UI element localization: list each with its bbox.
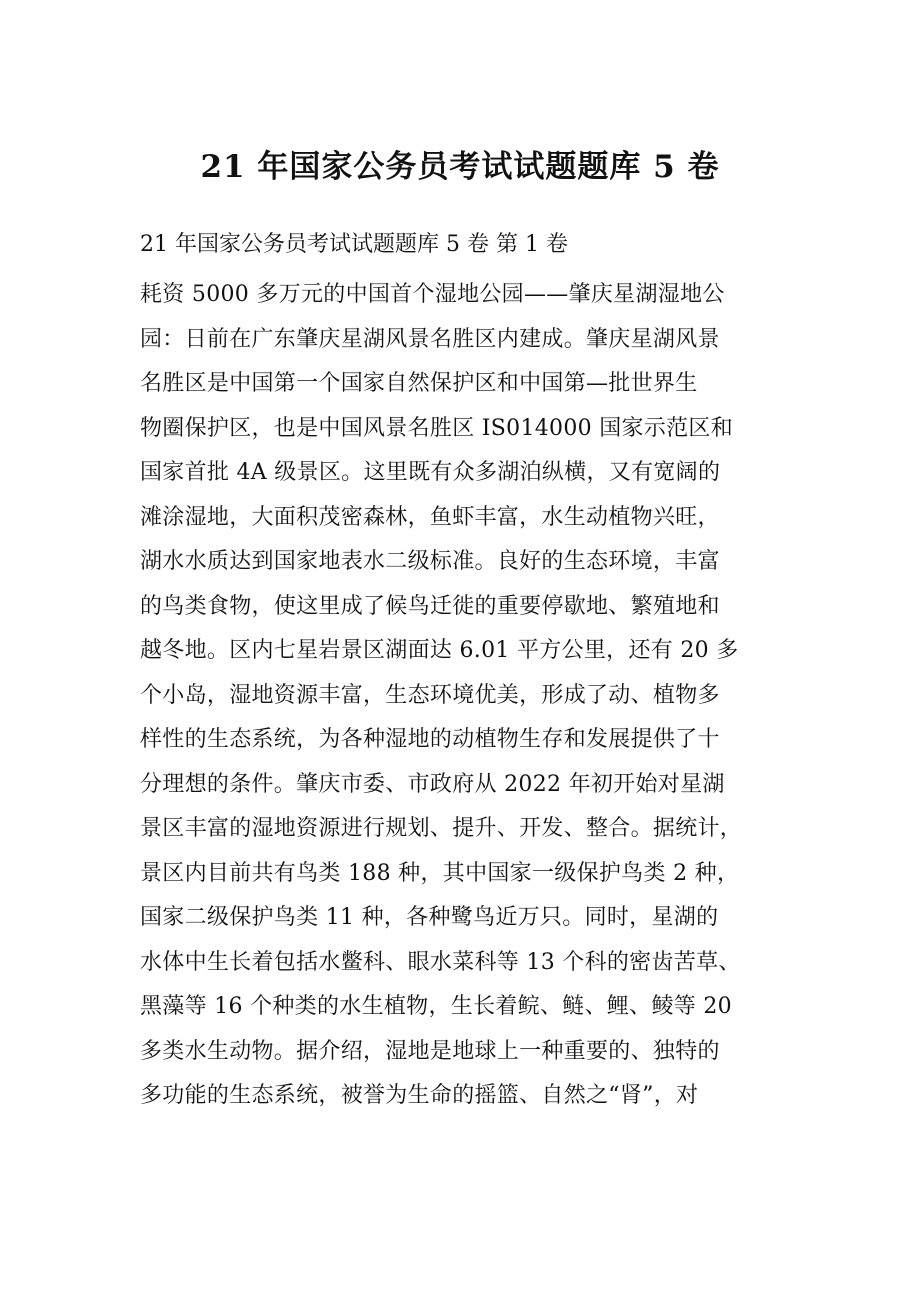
body-line: 园：日前在广东肇庆星湖风景名胜区内建成。肇庆星湖风景 — [140, 326, 720, 352]
body-line: 名胜区是中国第一个国家自然保护区和中国第—批世界生 — [140, 371, 698, 396]
document-subtitle: 21 年国家公务员考试试题题库 5 卷 第 1 卷 — [140, 232, 568, 257]
body-line: 水体中生长着包括水鳖科、眼水菜科等 13 个科的密齿苦草、 — [140, 949, 741, 975]
body-line: 分理想的条件。肇庆市委、市政府从 2022 年初开始对星湖 — [140, 771, 725, 797]
body-line: 湖水水质达到国家地表水二级标准。良好的生态环境，丰富 — [140, 549, 720, 574]
body-line: 国家首批 4A 级景区。这里既有众多湖泊纵横，又有宽阔的 — [140, 460, 721, 485]
body-line: 越冬地。区内七星岩景区湖面达 6.01 平方公里，还有 20 多 — [140, 638, 739, 663]
body-line: 国家二级保护鸟类 11 种，各种鹭鸟近万只。同时，星湖的 — [140, 905, 719, 930]
body-line: 黑藻等 16 个种类的水生植物，生长着鲩、鲢、鲤、鲮等 20 — [140, 994, 732, 1019]
body-line: 多类水生动物。据介绍，湿地是地球上一种重要的、独特的 — [140, 1038, 720, 1064]
body-line: 的鸟类食物，使这里成了候鸟迁徙的重要停歇地、繁殖地和 — [140, 593, 720, 619]
body-line: 滩涂湿地，大面积茂密森林，鱼虾丰富，水生动植物兴旺， — [140, 504, 720, 530]
body-paragraph — [140, 273, 790, 1119]
document-title: 21 年国家公务员考试试题题库 5 卷 — [200, 149, 720, 185]
body-line: 景区丰富的湿地资源进行规划、提升、开发、整合。据统计， — [140, 816, 743, 841]
body-line: 景区内目前共有鸟类 188 种，其中国家一级保护鸟类 2 种， — [140, 860, 740, 886]
body-line: 个小岛，湿地资源丰富，生态环境优美，形成了动、植物多 — [140, 682, 720, 708]
body-line: 物圈保护区，也是中国风景名胜区 IS014000 国家示范区和 — [140, 415, 734, 441]
body-line: 耗资 5000 多万元的中国首个湿地公园——肇庆星湖湿地公 — [140, 282, 725, 307]
body-line: 样性的生态系统，为各种湿地的动植物生存和发展提供了十 — [140, 727, 720, 752]
body-line: 多功能的生态系统，被誉为生命的摇篮、自然之“肾”，对 — [140, 1083, 699, 1108]
